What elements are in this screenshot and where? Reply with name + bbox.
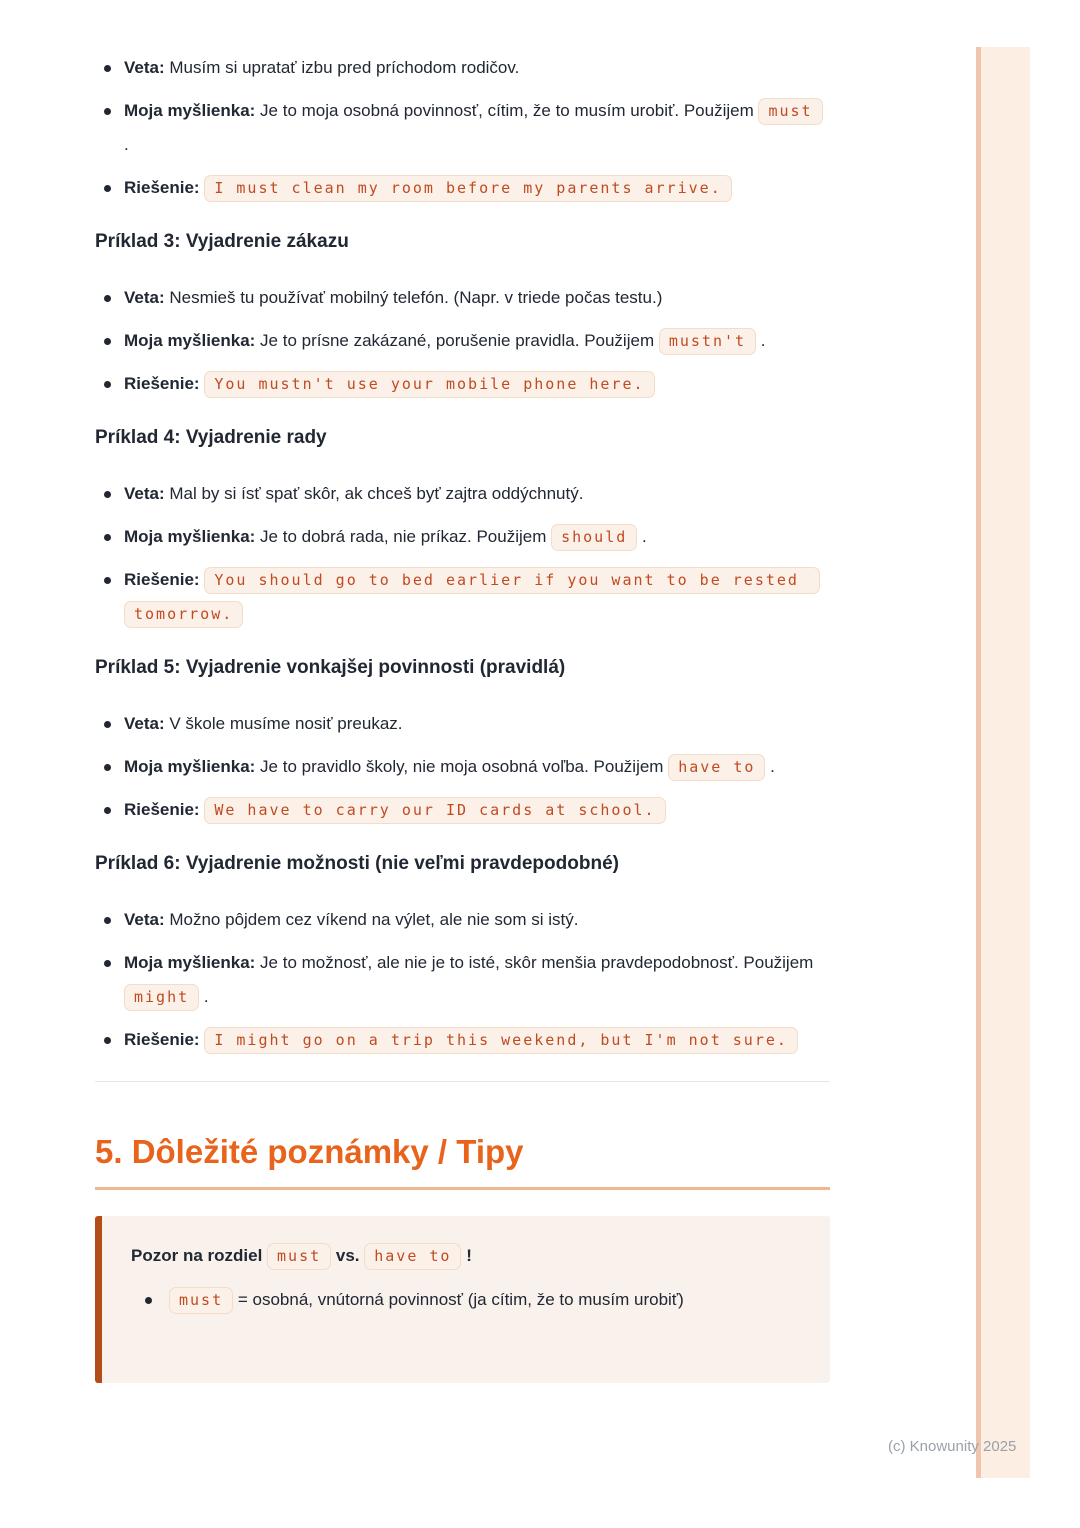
item-text: . (637, 527, 647, 546)
code-chip: I might go on a trip this weekend, but I'm not sure. (204, 1027, 798, 1054)
item-label: Riešenie: (124, 178, 200, 197)
code-chip: should (551, 524, 637, 551)
item-text: . (199, 987, 209, 1006)
item-label: Moja myšlienka: (124, 101, 256, 120)
item-label: Pozor na rozdiel (131, 1246, 268, 1265)
page-margin-strip (981, 47, 1030, 1478)
item-label: Veta: (124, 288, 165, 307)
example-list-item (95, 281, 830, 315)
example-list-item (95, 171, 830, 205)
item-text: Možno pôjdem cez víkend na výlet, ale nie som si istý. (164, 910, 579, 929)
example-list-item (95, 51, 830, 85)
callout-title (131, 1239, 800, 1273)
example-list-item (95, 367, 830, 401)
item-text: . (756, 331, 766, 350)
intro-example-list (95, 51, 830, 205)
item-text: . (124, 135, 129, 154)
example-list (95, 903, 830, 1057)
example-list-item (95, 1023, 830, 1057)
item-label: Riešenie: (124, 800, 200, 819)
example-list-item (95, 477, 830, 511)
example-heading: Príklad 3: Vyjadrenie zákazu (95, 231, 349, 252)
example-list-item (95, 94, 830, 162)
example-list (95, 477, 830, 631)
code-chip: must (267, 1243, 331, 1270)
item-label: Moja myšlienka: (124, 757, 256, 776)
example-heading: Príklad 6: Vyjadrenie možnosti (nie veľmi pravdepodobné) (95, 853, 619, 874)
notes-heading: 5. Dôležité poznámky / Tipy (95, 1132, 830, 1190)
item-label: Riešenie: (124, 374, 200, 393)
code-chip: You should go to bed earlier if you want to be rested tomorrow. (124, 567, 820, 628)
item-text: Nesmieš tu používať mobilný telefón. (Napr. v triede počas testu.) (164, 288, 663, 307)
item-text: Je to možnosť, ale nie je to isté, skôr menšia pravdepodobnosť. Použijem (255, 953, 814, 972)
example-heading: Príklad 4: Vyjadrenie rady (95, 427, 327, 448)
item-text: Mal by si ísť spať skôr, ak chceš byť zajtra oddýchnutý. (164, 484, 584, 503)
example-list-item (95, 750, 830, 784)
item-label: vs. (331, 1246, 365, 1265)
example-list-item (95, 324, 830, 358)
code-chip: have to (668, 754, 765, 781)
example-heading: Príklad 5: Vyjadrenie vonkajšej povinnosti (pravidlá) (95, 657, 566, 678)
item-label: Veta: (124, 910, 165, 929)
example-list (95, 707, 830, 827)
code-chip: mustn't (659, 328, 756, 355)
example-list-item (95, 793, 830, 827)
example-list (95, 281, 830, 401)
item-text: Je to prísne zakázané, porušenie pravidla. Použijem (255, 331, 659, 350)
tip-callout (95, 1216, 830, 1383)
item-text: Je to pravidlo školy, nie moja osobná voľba. Použijem (255, 757, 669, 776)
example-list-item (95, 903, 830, 937)
item-label: Riešenie: (124, 1030, 200, 1049)
code-chip: must (758, 98, 822, 125)
item-label: Riešenie: (124, 570, 200, 589)
item-label: Moja myšlienka: (124, 953, 256, 972)
example-list-item (95, 707, 830, 741)
code-chip: I must clean my room before my parents arrive. (204, 175, 731, 202)
example-sections (95, 231, 830, 1057)
page-margin-line (976, 47, 981, 1478)
example-section (95, 853, 830, 1057)
item-text: . (765, 757, 775, 776)
callout-list (131, 1283, 800, 1317)
example-section (95, 427, 830, 631)
item-label: Veta: (124, 58, 165, 77)
copyright-footer: (c) Knowunity 2025 (888, 1438, 1017, 1455)
callout-list-item (131, 1283, 800, 1317)
item-label: Moja myšlienka: (124, 527, 256, 546)
code-chip: have to (364, 1243, 461, 1270)
item-text: Musím si upratať izbu pred príchodom rodičov. (164, 58, 520, 77)
example-section (95, 231, 830, 401)
item-text: = osobná, vnútorná povinnosť (ja cítim, že to musím urobiť) (233, 1290, 684, 1309)
item-label: Veta: (124, 484, 165, 503)
item-label: Moja myšlienka: (124, 331, 256, 350)
code-chip: You mustn't use your mobile phone here. (204, 371, 654, 398)
example-list-item (95, 946, 830, 1014)
item-label: ! (461, 1246, 472, 1265)
example-list-item (95, 563, 830, 631)
section-divider (95, 1081, 830, 1082)
example-list-item (95, 520, 830, 554)
code-chip: We have to carry our ID cards at school. (204, 797, 665, 824)
item-text: V škole musíme nosiť preukaz. (164, 714, 403, 733)
document-content (95, 51, 830, 1383)
example-section (95, 657, 830, 827)
code-chip: must (169, 1287, 233, 1314)
item-label: Veta: (124, 714, 165, 733)
item-text: Je to dobrá rada, nie príkaz. Použijem (255, 527, 552, 546)
item-text: Je to moja osobná povinnosť, cítim, že to musím urobiť. Použijem (255, 101, 759, 120)
code-chip: might (124, 984, 199, 1011)
